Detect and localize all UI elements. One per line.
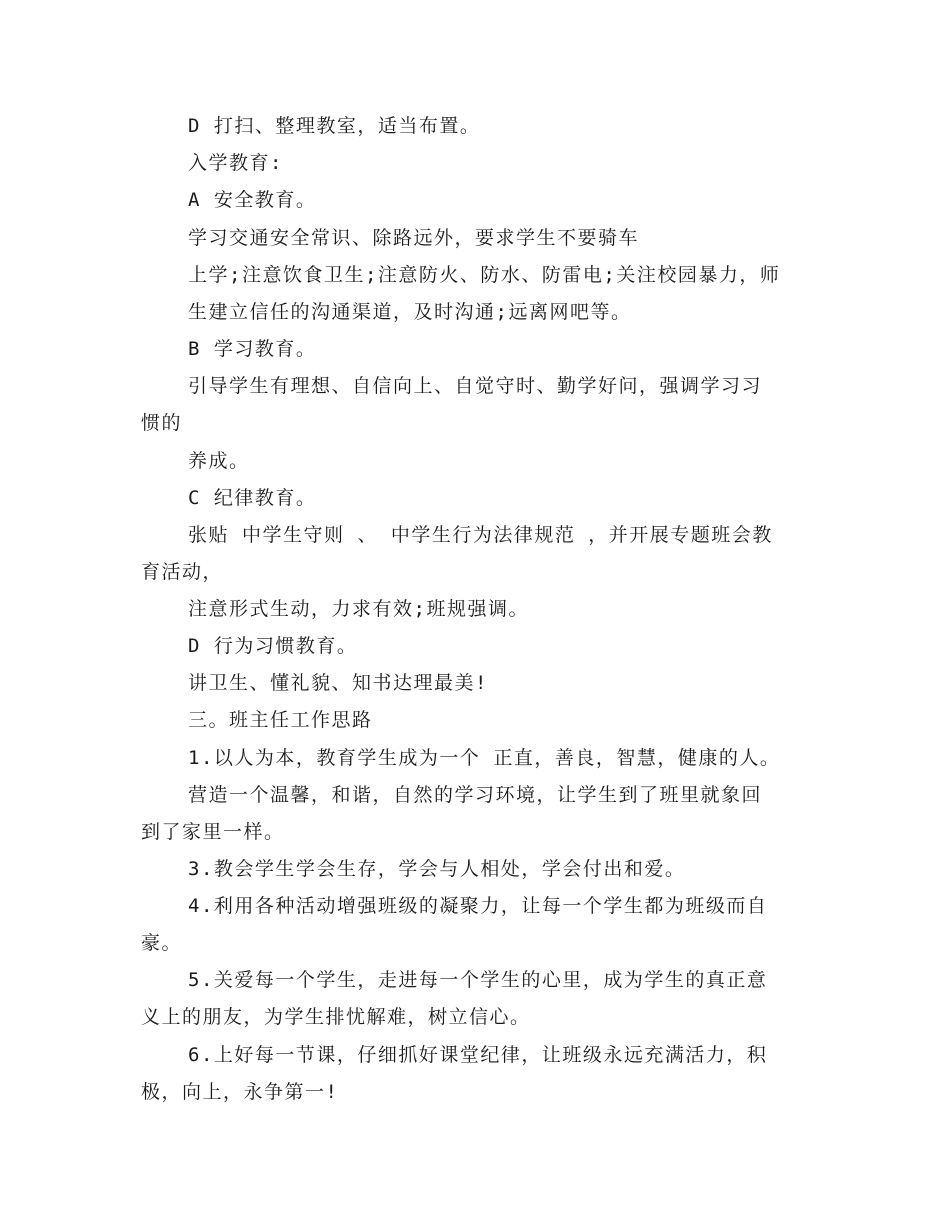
text-line: 6.上好每一节课，仔细抓好课堂纪律，让班级永远充满活力，积	[188, 1044, 768, 1066]
text-line: 义上的朋友，为学生排忧解难，树立信心。	[141, 1006, 531, 1028]
text-line: 入学教育:	[188, 152, 283, 174]
text-line: D 打扫、整理教室，适当布置。	[188, 115, 481, 137]
text-line: 营造一个温馨，和谐，自然的学习环境，让学生到了班里就象回	[188, 784, 763, 806]
text-line: 3.教会学生学会生存，学会与人相处，学会付出和爱。	[188, 858, 686, 880]
text-line: 4.利用各种活动增强班级的凝聚力，让每一个学生都为班级而自	[188, 895, 768, 917]
text-line: A 安全教育。	[188, 189, 317, 211]
text-line: 养成。	[188, 450, 250, 472]
text-line: 到了家里一样。	[141, 821, 285, 843]
text-line: 生建立信任的沟通渠道，及时沟通;远离网吧等。	[188, 301, 632, 323]
text-line: 5.关爱每一个学生，走进每一个学生的心里，成为学生的真正意	[188, 969, 768, 991]
text-line: 张贴 中学生守则 、 中学生行为法律规范 ，并开展专题班会教	[188, 524, 773, 546]
text-line: C 纪律教育。	[188, 487, 317, 509]
text-line: 注意形式生动，力求有效;班规强调。	[188, 598, 529, 620]
text-line: 1.以人为本，教育学生成为一个 正直，善良，智慧，健康的人。	[188, 747, 781, 769]
text-line: D 行为习惯教育。	[188, 635, 358, 657]
text-line: 极，向上，永争第一!	[141, 1081, 339, 1103]
text-line: 豪。	[141, 932, 183, 954]
text-line: 惯的	[141, 412, 183, 434]
text-line: B 学习教育。	[188, 338, 317, 360]
text-line: 引导学生有理想、自信向上、自觉守时、勤学好问，强调学习习	[188, 375, 763, 397]
section-heading: 三。班主任工作思路	[188, 709, 373, 731]
text-line: 学习交通安全常识、除路远外，要求学生不要骑车	[188, 227, 640, 249]
text-line: 育活动，	[141, 561, 224, 583]
text-line: 上学;注意饮食卫生;注意防火、防水、防雷电;关注校园暴力，师	[188, 264, 781, 286]
text-line: 讲卫生、懂礼貌、知书达理最美!	[188, 672, 488, 694]
